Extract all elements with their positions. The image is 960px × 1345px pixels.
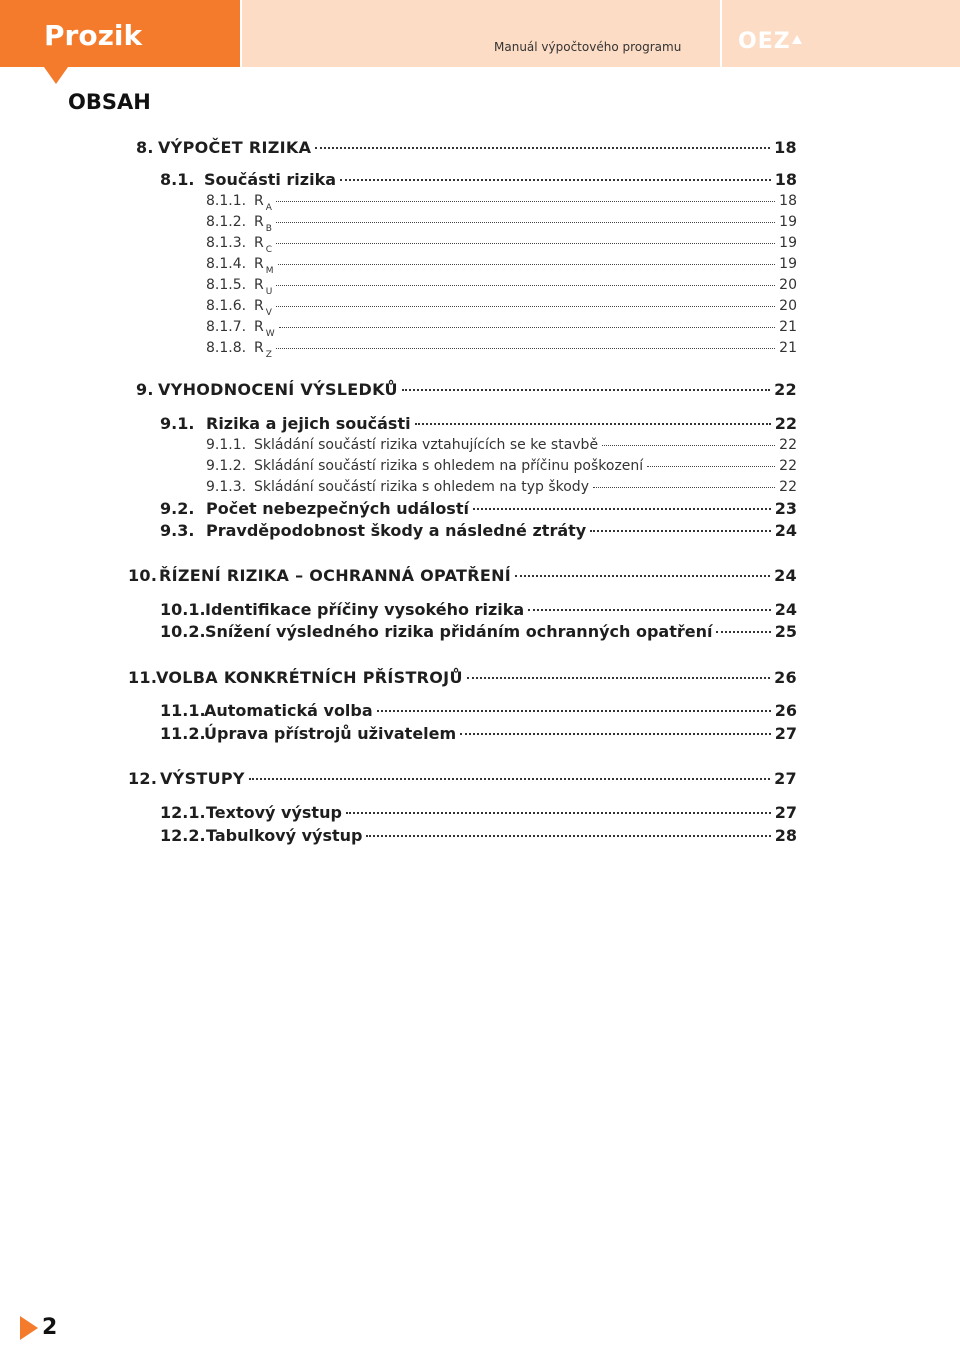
toc-title: Tabulkový výstup — [206, 826, 363, 845]
toc-page: 21 — [779, 340, 797, 356]
toc-title-main: R — [254, 256, 264, 272]
toc-page: 22 — [774, 414, 797, 433]
toc-title-subscript: M — [265, 266, 274, 276]
toc-leader — [590, 530, 771, 532]
toc-number: 9.3. — [160, 521, 195, 540]
toc-page: 24 — [774, 521, 797, 540]
toc-title: ŘÍZENÍ RIZIKA – OCHRANNÁ OPATŘENÍ — [159, 566, 512, 585]
toc-page: 18 — [774, 138, 797, 157]
page-title: OBSAH — [68, 90, 151, 114]
page-header — [0, 0, 960, 67]
toc-leader — [377, 710, 771, 712]
toc-number: 12.2. — [160, 826, 206, 845]
toc-entry[interactable] — [206, 193, 797, 213]
toc-title-main: R — [254, 340, 264, 356]
toc-title-main: R — [254, 319, 264, 335]
triangle-icon — [792, 35, 802, 44]
toc-leader — [467, 677, 770, 679]
oez-logo — [738, 31, 802, 53]
toc-entry[interactable] — [206, 437, 797, 453]
toc-page: 20 — [779, 277, 797, 293]
toc-leader — [515, 575, 770, 577]
toc-leader — [340, 179, 771, 181]
toc-entry[interactable] — [206, 458, 797, 474]
toc-page: 19 — [779, 256, 797, 272]
toc-title-main: R — [254, 214, 264, 230]
toc-title: Pravděpodobnost škody a následné ztráty — [206, 521, 587, 540]
toc-title-subscript: U — [265, 287, 273, 297]
toc-entry[interactable] — [206, 319, 797, 339]
toc-leader — [315, 147, 770, 149]
toc-entry[interactable] — [160, 826, 797, 845]
toc-leader — [249, 778, 770, 780]
toc-title — [254, 340, 272, 360]
toc-title: Automatická volba — [204, 701, 373, 720]
toc-title: Počet nebezpečných událostí — [206, 499, 469, 518]
toc-leader — [415, 423, 771, 425]
toc-entry[interactable] — [206, 235, 797, 255]
toc-number: 8.1.5. — [206, 277, 247, 293]
toc-leader — [716, 631, 770, 633]
toc-page: 24 — [774, 600, 797, 619]
toc-title: Identifikace příčiny vysokého rizika — [205, 600, 525, 619]
toc-number: 9. — [136, 380, 154, 399]
toc-number: 9.2. — [160, 499, 195, 518]
toc-title-subscript: W — [265, 329, 275, 339]
toc-title: Součásti rizika — [204, 170, 337, 189]
toc-leader — [276, 285, 775, 286]
toc-number: 8.1.6. — [206, 298, 247, 314]
toc-title — [254, 235, 272, 255]
toc-page: 21 — [779, 319, 797, 335]
toc-title — [254, 277, 272, 297]
toc-title: Textový výstup — [206, 803, 342, 822]
toc-number: 8.1.1. — [206, 193, 247, 209]
toc-page: 20 — [779, 298, 797, 314]
toc-title: Úprava přístrojů uživatelem — [204, 724, 457, 743]
toc-leader — [366, 835, 770, 837]
toc-entry[interactable] — [206, 340, 797, 360]
toc-number: 10.2. — [160, 622, 206, 641]
toc-number: 8.1.8. — [206, 340, 247, 356]
toc-page: 26 — [774, 701, 797, 720]
toc-leader — [279, 327, 776, 328]
toc-page: 24 — [774, 566, 797, 585]
toc-entry[interactable] — [128, 668, 797, 687]
toc-title-subscript: A — [265, 203, 272, 213]
manual-title: Manuál výpočtového programu — [494, 40, 682, 54]
toc-page: 27 — [774, 769, 797, 788]
toc-entry[interactable] — [206, 214, 797, 234]
toc-number: 12. — [128, 769, 158, 788]
toc-entry[interactable] — [160, 803, 797, 822]
toc-leader — [276, 222, 775, 223]
toc-page: 22 — [779, 479, 797, 495]
toc-entry[interactable] — [160, 499, 797, 518]
toc-leader — [276, 243, 775, 244]
toc-title: VÝSTUPY — [160, 769, 245, 788]
toc-title — [254, 193, 272, 213]
toc-leader — [276, 348, 775, 349]
toc-number: 9.1.2. — [206, 458, 247, 474]
toc-title: VYHODNOCENÍ VÝSLEDKŮ — [158, 380, 398, 399]
toc-number: 12.1. — [160, 803, 206, 822]
header-title-block — [242, 0, 720, 67]
toc-entry[interactable] — [160, 600, 797, 619]
toc-title-subscript: Z — [265, 350, 272, 360]
toc-entry[interactable] — [128, 769, 797, 788]
toc-entry[interactable] — [128, 566, 797, 585]
toc-leader — [647, 466, 775, 467]
toc-entry[interactable] — [206, 479, 797, 495]
toc-title: Skládání součástí rizika s ohledem na typ škody — [254, 479, 589, 495]
toc-number: 9.1.3. — [206, 479, 247, 495]
brand-name: Prozik — [44, 19, 143, 52]
toc-title-main: R — [254, 277, 264, 293]
toc-page: 25 — [774, 622, 797, 641]
toc-title: Skládání součástí rizika vztahujících se ke stavbě — [254, 437, 599, 453]
toc-entry[interactable] — [160, 622, 797, 641]
brand-notch — [44, 67, 68, 84]
toc-number: 11.2. — [160, 724, 206, 743]
toc-number: 8.1.4. — [206, 256, 247, 272]
toc-leader — [276, 201, 775, 202]
toc-entry[interactable] — [206, 277, 797, 297]
toc-number: 8.1.3. — [206, 235, 247, 251]
toc-title-subscript: V — [265, 308, 272, 318]
arrow-right-icon — [20, 1316, 38, 1340]
toc-title: Rizika a jejich součásti — [206, 414, 411, 433]
toc-page: 19 — [779, 235, 797, 251]
toc-leader — [593, 487, 775, 488]
toc-number: 9.1. — [160, 414, 195, 433]
toc-title: Snížení výsledného rizika přidáním ochranných opatření — [205, 622, 713, 641]
toc-entry[interactable] — [160, 521, 797, 540]
toc-number: 8.1.7. — [206, 319, 247, 335]
toc-number: 8.1. — [160, 170, 195, 189]
toc-number: 9.1.1. — [206, 437, 247, 453]
brand-block — [0, 0, 240, 67]
toc-title-main: R — [254, 235, 264, 251]
toc-leader — [402, 389, 770, 391]
toc-entry[interactable] — [206, 256, 797, 276]
toc-page: 22 — [774, 380, 797, 399]
toc-page: 27 — [774, 803, 797, 822]
toc-page: 26 — [774, 668, 797, 687]
toc-leader — [276, 306, 775, 307]
toc-leader — [528, 609, 771, 611]
toc-number: 11.1. — [160, 701, 206, 720]
toc-title: VOLBA KONKRÉTNÍCH PŘÍSTROJŮ — [156, 668, 463, 687]
toc-entry[interactable] — [206, 298, 797, 318]
toc-page: 22 — [779, 437, 797, 453]
toc-entry[interactable] — [160, 724, 797, 743]
toc-leader — [278, 264, 776, 265]
toc-title: VÝPOČET RIZIKA — [158, 138, 312, 157]
toc-title — [254, 319, 275, 339]
toc-title — [254, 298, 272, 318]
oez-logo-text: OEZ — [738, 29, 791, 54]
toc-page: 28 — [774, 826, 797, 845]
toc-page: 18 — [779, 193, 797, 209]
toc-title: Skládání součástí rizika s ohledem na příčinu poškození — [254, 458, 644, 474]
toc-entry[interactable] — [160, 170, 797, 189]
toc-entry[interactable] — [160, 701, 797, 720]
toc-number: 10. — [128, 566, 158, 585]
toc-title-main: R — [254, 298, 264, 314]
toc-page: 18 — [774, 170, 797, 189]
toc-entry[interactable] — [136, 138, 797, 157]
page-number: 2 — [42, 1315, 58, 1340]
toc-page: 19 — [779, 214, 797, 230]
toc-leader — [346, 812, 771, 814]
toc-title — [254, 256, 274, 276]
toc-number: 8.1.2. — [206, 214, 247, 230]
toc-title-main: R — [254, 193, 264, 209]
logo-block — [722, 0, 960, 67]
toc-leader — [460, 733, 771, 735]
toc-leader — [473, 508, 771, 510]
toc-entry[interactable] — [136, 380, 797, 399]
toc-number: 8. — [136, 138, 154, 157]
toc-title-subscript: B — [265, 224, 272, 234]
toc-number: 10.1. — [160, 600, 206, 619]
toc-page: 23 — [774, 499, 797, 518]
toc-title — [254, 214, 272, 234]
toc-entry[interactable] — [160, 414, 797, 433]
toc-page: 22 — [779, 458, 797, 474]
toc-number: 11. — [128, 668, 158, 687]
toc-title-subscript: C — [265, 245, 273, 255]
toc-page: 27 — [774, 724, 797, 743]
toc-leader — [602, 445, 775, 446]
